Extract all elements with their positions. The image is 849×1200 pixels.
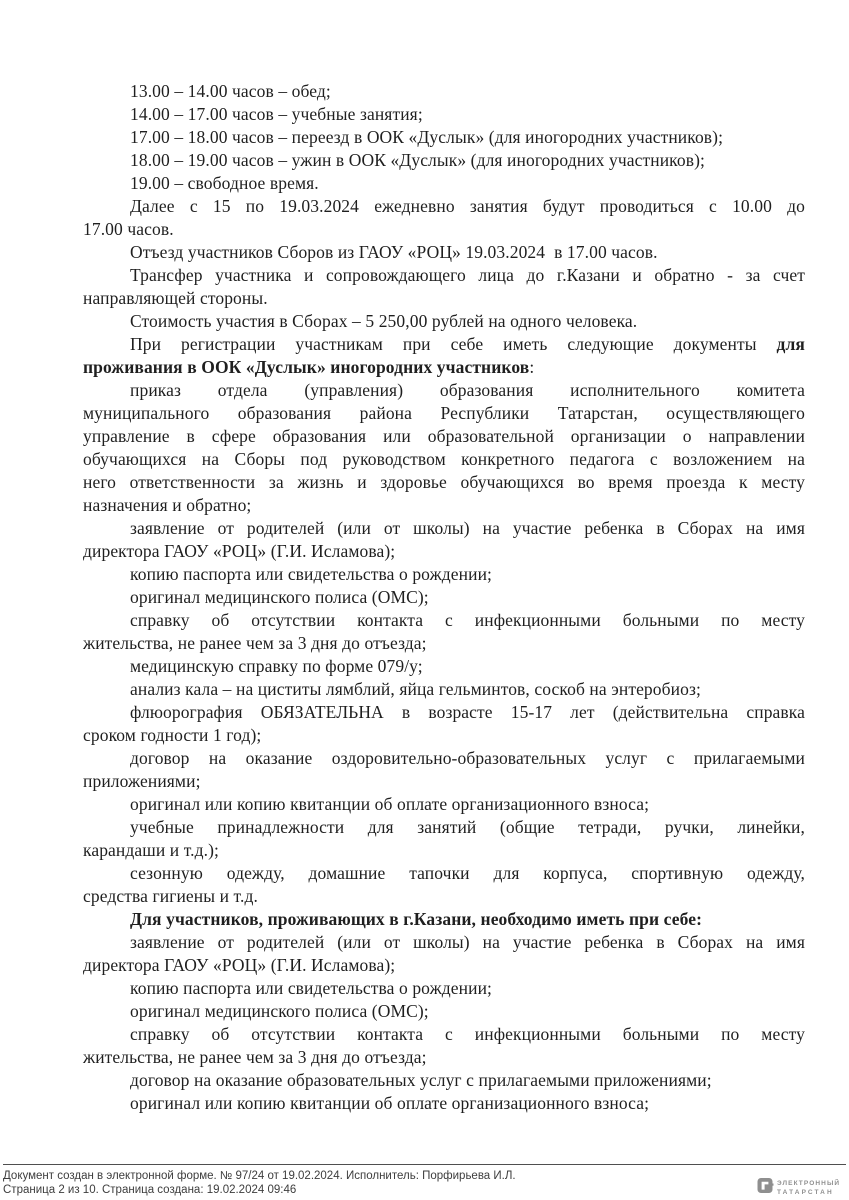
text-run-bold: Для участников, проживающих в г.Казани, необходимо иметь при себе:	[130, 909, 702, 929]
text-line	[83, 1069, 805, 1092]
text-line	[83, 356, 805, 379]
text-line	[83, 609, 805, 632]
text-line	[83, 103, 805, 126]
text-run: него ответственности за жизнь и здоровье обучающихся во время проезда к месту	[83, 472, 805, 492]
text-run-bold: для	[776, 334, 805, 354]
text-run: справку об отсутствии контакта с инфекционными больными по месту	[130, 610, 805, 630]
text-line	[83, 770, 805, 793]
text-run: медицинскую справку по форме 079/у;	[130, 656, 423, 676]
text-run: 18.00 – 19.00 часов – ужин в ООК «Дуслык» (для иногородних участников);	[130, 150, 705, 170]
text-run: оригинал или копию квитанции об оплате организационного взноса;	[130, 794, 650, 814]
text-line	[83, 471, 805, 494]
text-line	[83, 1023, 805, 1046]
footer-info	[3, 1169, 603, 1197]
logo-line2: ТАТАРСТАН	[777, 1189, 834, 1196]
text-run: 17.00 – 18.00 часов – переезд в ООК «Дуслык» (для иногородних участников);	[130, 127, 724, 147]
text-run: 13.00 – 14.00 часов – обед;	[130, 81, 331, 101]
text-line	[83, 149, 805, 172]
logo-line1: ЭЛЕКТРОННЫЙ	[777, 1180, 841, 1187]
footer-page-info: Страница 2 из 10. Страница создана: 19.02.2024 09:46	[3, 1184, 297, 1196]
text-line	[83, 494, 805, 517]
text-line	[83, 747, 805, 770]
text-line	[83, 793, 805, 816]
text-line	[83, 264, 805, 287]
text-line	[83, 678, 805, 701]
text-line	[83, 724, 805, 747]
text-line	[83, 517, 805, 540]
text-line	[83, 1046, 805, 1069]
text-line	[83, 954, 805, 977]
logo-text	[777, 1179, 840, 1197]
text-run: оригинал медицинского полиса (ОМС);	[130, 587, 429, 607]
text-line	[83, 816, 805, 839]
text-line	[83, 448, 805, 471]
text-line	[83, 1092, 805, 1115]
text-run: Стоимость участия в Сборах – 5 250,00 рублей на одного человека.	[130, 311, 638, 331]
text-run: заявление от родителей (или от школы) на участие ребенка в Сборах на имя	[130, 518, 805, 538]
document-body	[83, 80, 805, 1115]
text-run: муниципального образования района Республики Татарстан, осуществляющего	[83, 403, 805, 423]
text-run: При регистрации участникам при себе иметь следующие документы	[130, 334, 777, 354]
text-line	[83, 839, 805, 862]
text-run: Трансфер участника и сопровождающего лица до г.Казани и обратно - за счет	[130, 265, 805, 285]
text-run: флюорография ОБЯЗАТЕЛЬНА в возрасте 15-17 лет (действительна справка	[130, 702, 805, 722]
text-line	[83, 218, 805, 241]
text-run: директора ГАОУ «РОЦ» (Г.И. Исламова);	[83, 541, 396, 561]
text-run: приложениями;	[83, 771, 201, 791]
text-line	[83, 1000, 805, 1023]
text-line	[83, 931, 805, 954]
text-line	[83, 310, 805, 333]
text-run: оригинал медицинского полиса (ОМС);	[130, 1001, 429, 1021]
footer-doc-info: Документ создан в электронной форме. № 97/24 от 19.02.2024. Исполнитель: Порфирьева И.Л.	[3, 1170, 516, 1182]
text-line	[83, 563, 805, 586]
text-run: приказ отдела (управления) образования исполнительного комитета	[130, 380, 805, 400]
text-run: жительства, не ранее чем за 3 дня до отъезда;	[83, 633, 427, 653]
text-line	[83, 333, 805, 356]
text-run: копию паспорта или свидетельства о рождении;	[130, 564, 493, 584]
text-line	[83, 586, 805, 609]
footer-divider	[3, 1164, 846, 1165]
text-line	[83, 977, 805, 1000]
text-line	[83, 632, 805, 655]
text-run: средства гигиены и т.д.	[83, 886, 258, 906]
text-run: сроком годности 1 год);	[83, 725, 262, 745]
text-run: обучающихся на Сборы под руководством конкретного педагога с возложением на	[83, 449, 805, 469]
text-run-bold: проживания в ООК «Дуслык» иногородних участников	[83, 357, 530, 377]
text-run: 19.00 – свободное время.	[130, 173, 319, 193]
text-line	[83, 379, 805, 402]
text-run: копию паспорта или свидетельства о рождении;	[130, 978, 493, 998]
text-line	[83, 126, 805, 149]
text-run: заявление от родителей (или от школы) на участие ребенка в Сборах на имя	[130, 932, 805, 952]
text-run: учебные принадлежности для занятий (общие тетради, ручки, линейки,	[130, 817, 805, 837]
text-line	[83, 862, 805, 885]
text-line	[83, 172, 805, 195]
text-run: направляющей стороны.	[83, 288, 268, 308]
text-line	[83, 908, 805, 931]
text-run: управление в сфере образования или образовательной организации о направлении	[83, 426, 805, 446]
text-run: оригинал или копию квитанции об оплате организационного взноса;	[130, 1093, 650, 1113]
text-run: назначения и обратно;	[83, 495, 252, 515]
text-line	[83, 701, 805, 724]
text-line	[83, 885, 805, 908]
text-line	[83, 655, 805, 678]
text-line	[83, 195, 805, 218]
electronic-tatarstan-icon	[757, 1177, 774, 1199]
text-run: Отъезд участников Сборов из ГАОУ «РОЦ» 19.03.2024 в 17.00 часов.	[130, 242, 658, 262]
text-run: анализ кала – на циститы лямблий, яйца гельминтов, соскоб на энтеробиоз;	[130, 679, 701, 699]
text-run: договор на оказание образовательных услуг с прилагаемыми приложениями;	[130, 1070, 712, 1090]
text-line	[83, 540, 805, 563]
text-run: сезонную одежду, домашние тапочки для корпуса, спортивную одежду,	[130, 863, 805, 883]
text-run: 14.00 – 17.00 часов – учебные занятия;	[130, 104, 423, 124]
text-run: 17.00 часов.	[83, 219, 174, 239]
text-line	[83, 402, 805, 425]
text-run: справку об отсутствии контакта с инфекционными больными по месту	[130, 1024, 805, 1044]
electronic-tatarstan-logo	[757, 1177, 840, 1199]
text-line	[83, 80, 805, 103]
text-run: :	[529, 357, 535, 377]
text-run: жительства, не ранее чем за 3 дня до отъезда;	[83, 1047, 427, 1067]
text-run: Далее с 15 по 19.03.2024 ежедневно занятия будут проводиться с 10.00 до	[130, 196, 805, 216]
text-line	[83, 287, 805, 310]
text-run: карандаши и т.д.);	[83, 840, 219, 860]
text-line	[83, 241, 805, 264]
text-line	[83, 425, 805, 448]
text-run: директора ГАОУ «РОЦ» (Г.И. Исламова);	[83, 955, 396, 975]
text-run: договор на оказание оздоровительно-образовательных услуг с прилагаемыми	[130, 748, 805, 768]
